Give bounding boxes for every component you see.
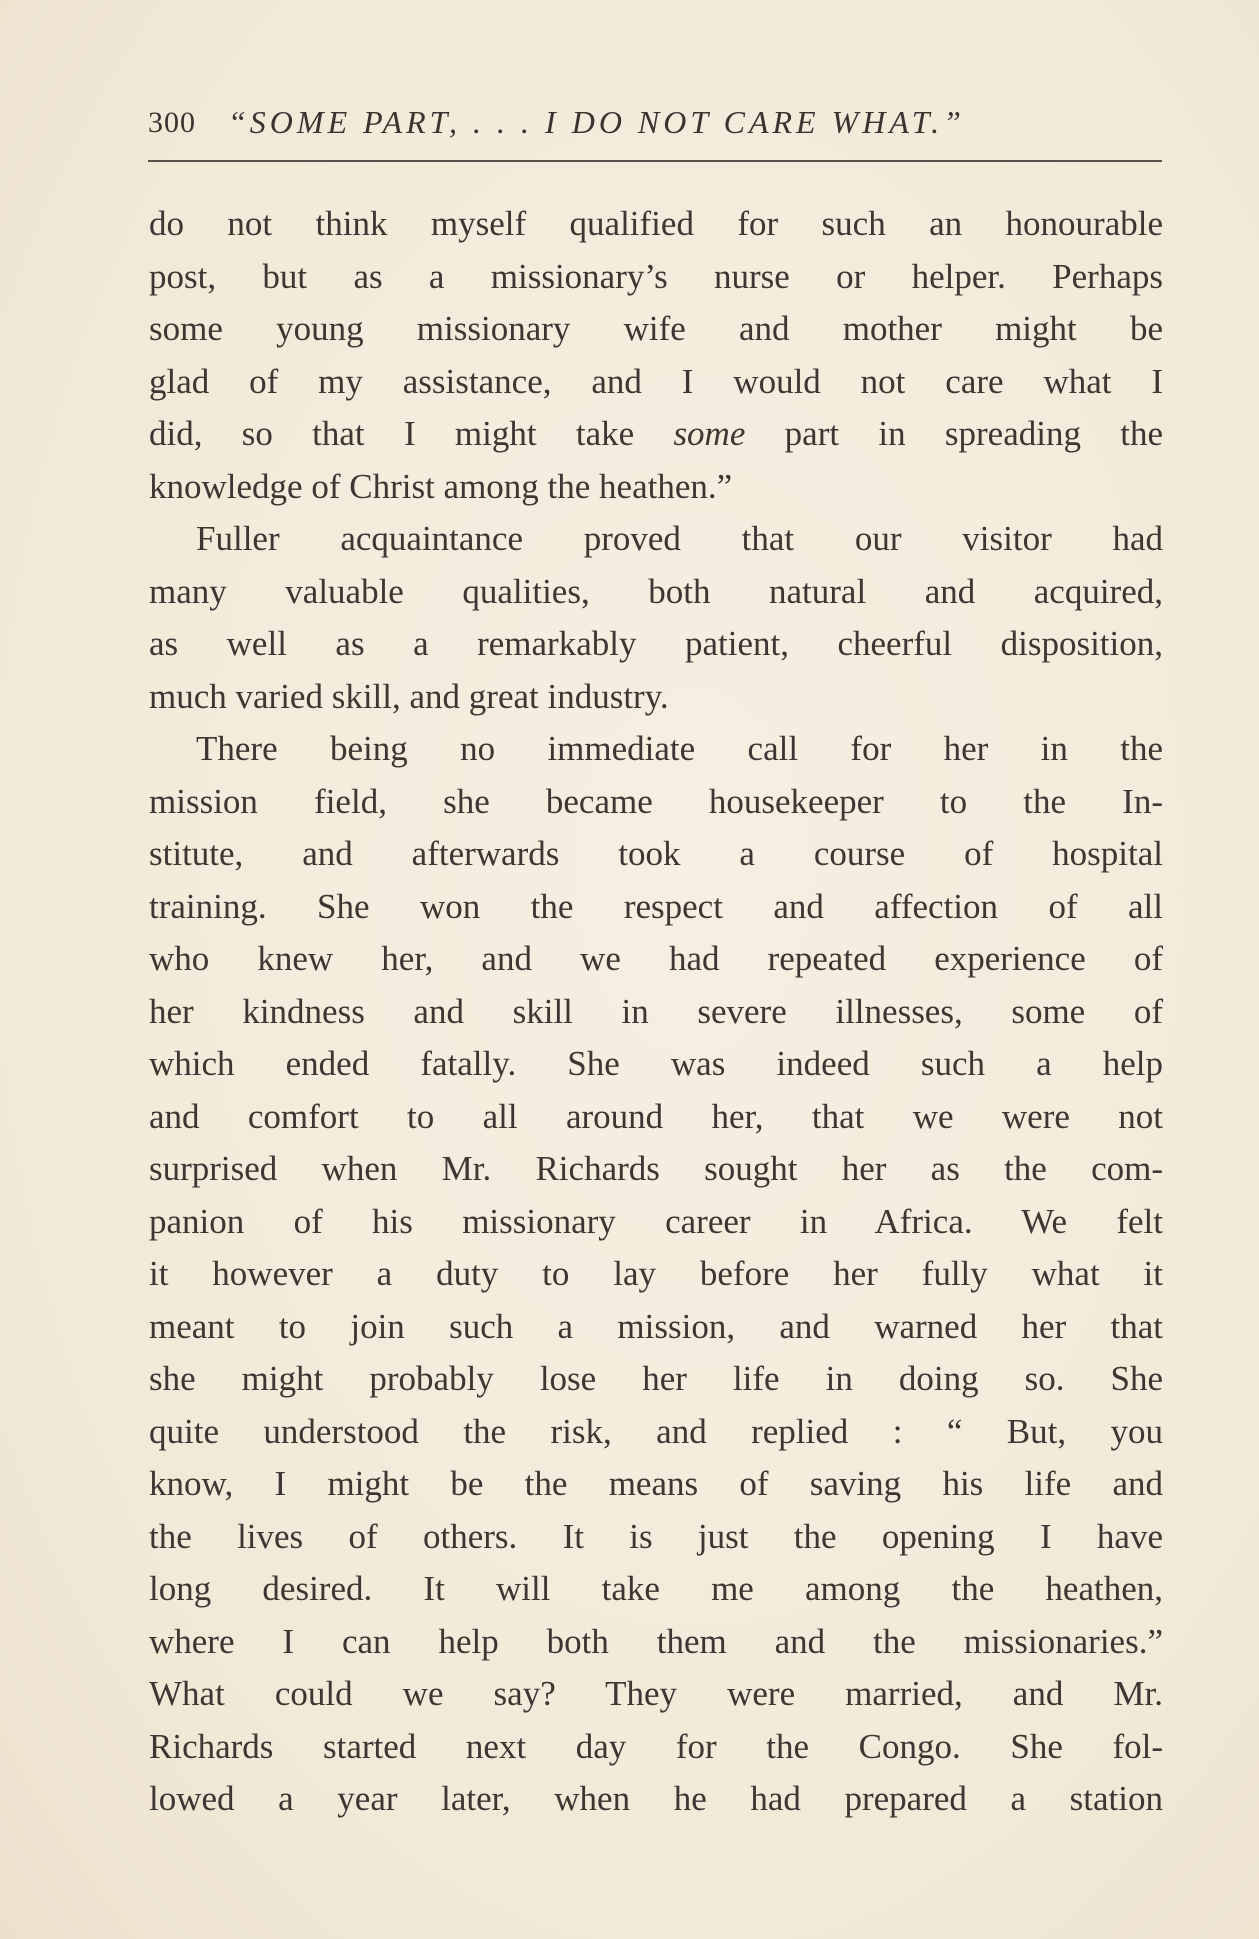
text-line: the lives of others. It is just the opening I have — [149, 1516, 1163, 1556]
text-segment: did, so that I might take — [149, 414, 674, 453]
text-line: her kindness and skill in severe illnesses, some of — [149, 991, 1163, 1031]
text-line: and comfort to all around her, that we were not — [149, 1096, 1163, 1136]
running-title: “SOME PART, . . . I DO NOT CARE WHAT.” — [228, 104, 965, 140]
text-line: who knew her, and we had repeated experience of — [149, 939, 1163, 978]
text-line: quite understood the risk, and replied : “ But, you — [149, 1411, 1163, 1451]
text-line: stitute, and afterwards took a course of hospital — [149, 834, 1163, 873]
text-line: Richards started next day for the Congo. She fol- — [149, 1726, 1163, 1766]
header-rule — [148, 160, 1162, 162]
text-line: post, but as a missionary’s nurse or helper. Perhaps — [149, 256, 1163, 296]
text-line: some young missionary wife and mother might be — [149, 309, 1163, 348]
text-line — [149, 408, 1163, 461]
page-number: 300 — [148, 106, 196, 139]
text-line: panion of his missionary career in Africa. We felt — [149, 1201, 1163, 1241]
text-line: know, I might be the means of saving his life and — [149, 1464, 1163, 1503]
text-line: where I can help both them and the missionaries.” — [149, 1621, 1163, 1661]
text-line: she might probably lose her life in doing so. She — [149, 1359, 1163, 1398]
text-line: it however a duty to lay before her fully what it — [149, 1254, 1163, 1293]
text-line: which ended fatally. She was indeed such a help — [149, 1044, 1163, 1083]
text-line: What could we say? They were married, and Mr. — [149, 1674, 1163, 1713]
text-line: training. She won the respect and affection of all — [149, 886, 1163, 926]
text-line: Fuller acquaintance proved that our visitor had — [196, 519, 1163, 558]
text-line: There being no immediate call for her in the — [196, 729, 1163, 768]
text-line: long desired. It will take me among the heathen, — [149, 1569, 1163, 1608]
text-line: glad of my assistance, and I would not care what I — [149, 361, 1163, 401]
text-line: lowed a year later, when he had prepared a station — [149, 1779, 1163, 1818]
text-line: do not think myself qualified for such an honourable — [149, 204, 1163, 243]
text-line: many valuable qualities, both natural and acquired, — [149, 571, 1163, 611]
text-line: mission field, she became housekeeper to the In- — [149, 781, 1163, 821]
emphasized-word: some — [673, 414, 746, 453]
text-line: knowledge of Christ among the heathen.” — [149, 466, 733, 506]
running-head — [148, 104, 1160, 148]
text-line: meant to join such a mission, and warned her that — [149, 1306, 1163, 1346]
text-line: much varied skill, and great industry. — [149, 676, 669, 716]
text-line: as well as a remarkably patient, cheerful disposition, — [149, 624, 1163, 663]
text-line: surprised when Mr. Richards sought her as the com- — [149, 1149, 1163, 1188]
body-text — [149, 198, 1163, 1826]
text-segment: part in spreading the — [745, 414, 1163, 453]
